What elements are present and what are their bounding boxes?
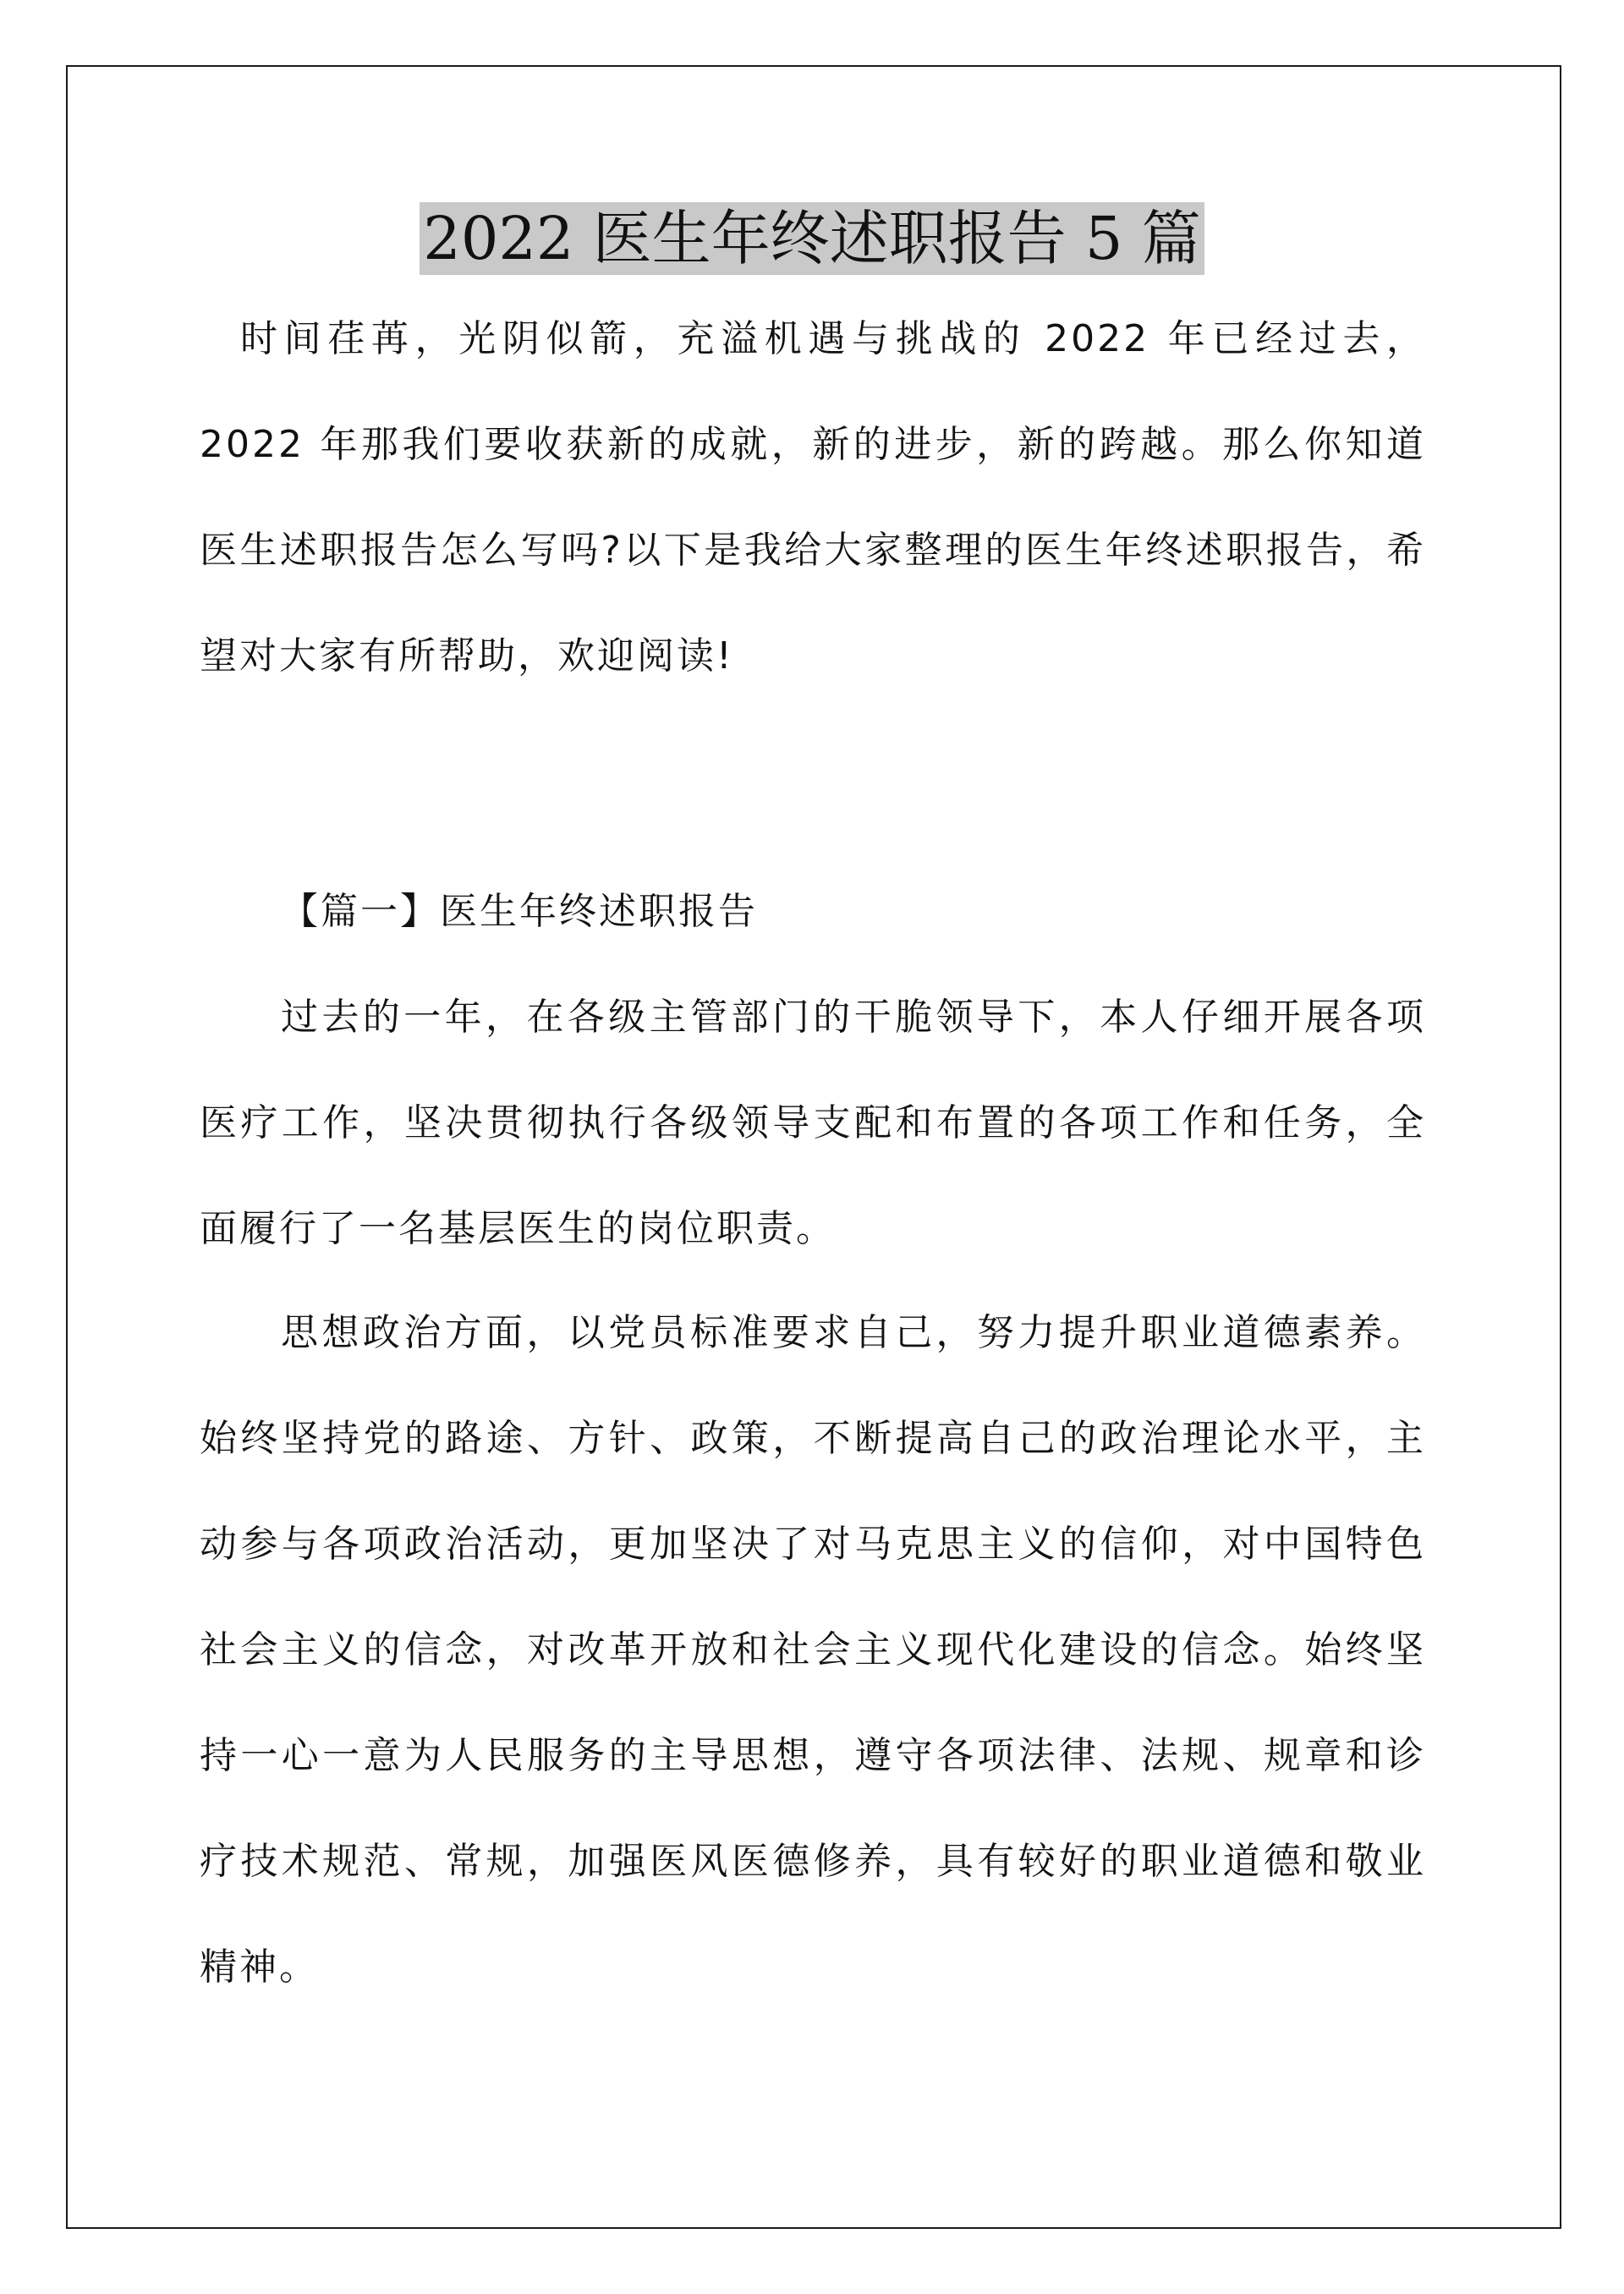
section-heading: 【篇一】医生年终述职报告 [281,890,758,933]
paragraph-2: 思想政治方面，以党员标准要求自己，努力提升职业道德素养。始终坚持党的路途、方针、政策，不断提高自己的政治理论水平，主动参与各项政治活动，更加坚决了对马克思主义的信仰，对中国特色社会主义的信念，对改革开放和社会主义现代化建设的信念。始终坚持一心一意为人民服务的主导思想，遵守各项法律、法规、规章和诊疗技术规范、常规，加强医风医德修养，具有较好的职业道德和敬业精神。 [200,1311,1426,1989]
intro-paragraph: 时间荏苒，光阴似箭，充溢机遇与挑战的 2022 年已经过去，2022 年那我们要收获新的成就，新的进步，新的跨越。那么你知道医生述职报告怎么写吗?以下是我给大家整理的医生年终述职报告，希望对大家有所帮助，欢迎阅读! [200,317,1426,678]
paragraph-1: 过去的一年，在各级主管部门的干脆领导下，本人仔细开展各项医疗工作，坚决贯彻执行各级领导支配和布置的各项工作和任务，全面履行了一名基层医生的岗位职责。 [200,996,1426,1250]
document-title [0,196,1624,281]
document-title-text: 2022 医生年终述职报告 5 篇 [420,202,1204,275]
